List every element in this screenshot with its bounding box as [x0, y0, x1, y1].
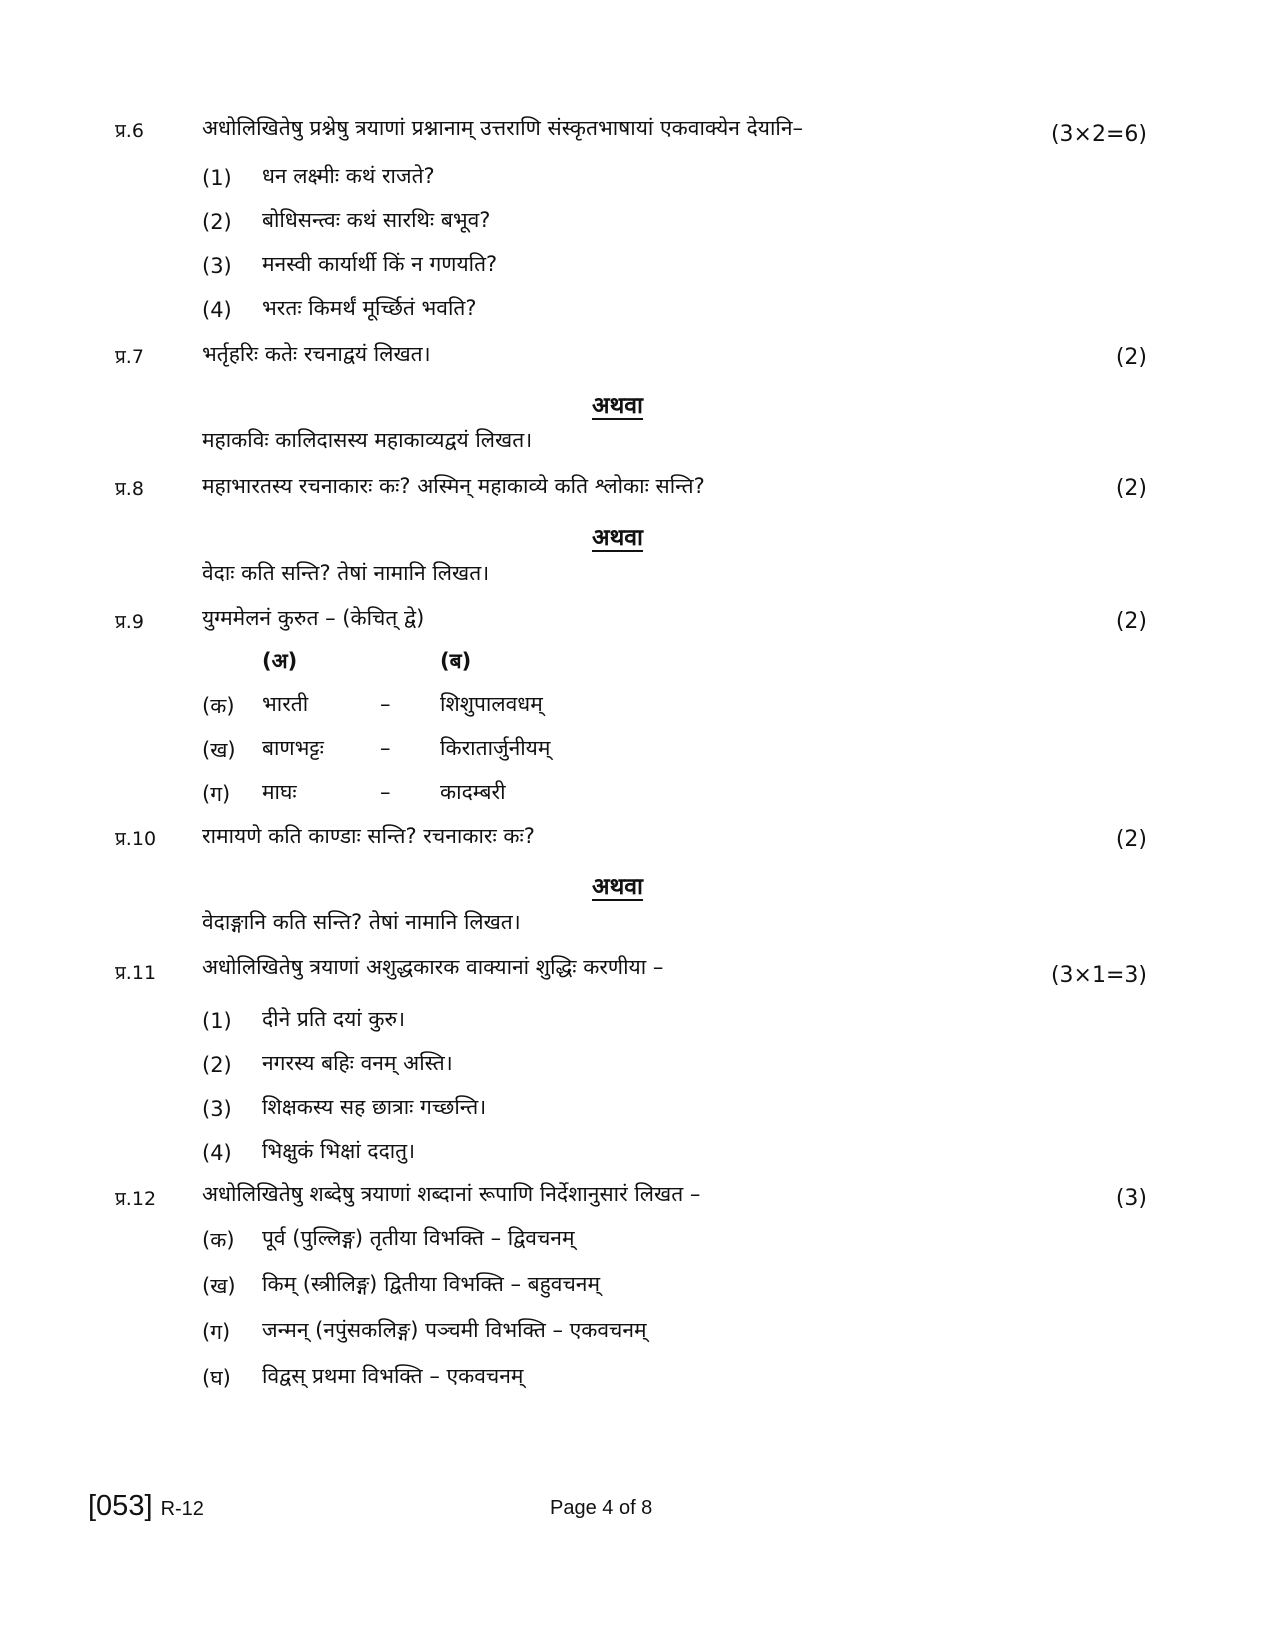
match-row-b: किरातार्जुनीयम् [440, 736, 551, 760]
sub-item-text: जन्मन् (नपुंसकलिङ्ग) पञ्चमी विभक्ति – एकवचनम् [262, 1318, 647, 1342]
match-row-b: कादम्बरी [440, 780, 506, 804]
sub-item-number: (3) [202, 254, 232, 278]
alternative-question-text: महाकविः कालिदासस्य महाकाव्यद्वयं लिखत। [202, 428, 533, 452]
sub-item-text: बोधिसन्त्वः कथं सारथिः बभूव? [262, 208, 491, 232]
match-row-a: भारती [262, 692, 309, 716]
question-text: भर्तृहरिः कतेः रचनाद्वयं लिखत। [202, 342, 431, 366]
question-text: अधोलिखितेषु शब्देषु त्रयाणां शब्दानां रूपाणि निर्देशानुसारं लिखत – [202, 1182, 701, 1206]
marks: (2) [1115, 827, 1147, 852]
alternative-question-text: वेदाः कति सन्ति? तेषां नामानि लिखत। [202, 561, 490, 585]
match-row-number: (क) [202, 694, 235, 718]
sub-item-number: (2) [202, 210, 232, 234]
sub-item-text: नगरस्य बहिः वनम् अस्ति। [262, 1051, 453, 1075]
marks: (2) [1115, 609, 1147, 634]
question-number: प्र.8 [115, 478, 144, 500]
column-a-heading: (अ) [262, 649, 298, 673]
sub-item-number: (1) [202, 166, 232, 190]
page-number: Page 4 of 8 [550, 1497, 653, 1519]
sub-item-text: पूर्व (पुल्लिङ्ग) तृतीया विभक्ति – द्विवचनम् [262, 1226, 575, 1250]
paper-code [88, 1490, 204, 1523]
marks: (2) [1115, 345, 1147, 370]
or-heading: अथवा [592, 393, 644, 419]
sub-item-text: मनस्वी कार्यार्थी किं न गणयति? [262, 252, 498, 276]
sub-item-number: (4) [202, 298, 232, 322]
sub-item-number: (घ) [202, 1366, 231, 1390]
sub-item-number: (ख) [202, 1274, 236, 1298]
alternative-question-text: वेदाङ्गानि कति सन्ति? तेषां नामानि लिखत। [202, 910, 521, 934]
match-row-a: माघः [262, 780, 297, 804]
sub-item-number: (क) [202, 1228, 235, 1252]
sub-item-text: धन लक्ष्मीः कथं राजते? [262, 164, 435, 188]
question-number: प्र.7 [115, 346, 144, 368]
match-row-dash: – [380, 780, 391, 804]
sub-item-text: विद्वस् प्रथमा विभक्ति – एकवचनम् [262, 1364, 524, 1388]
question-number: प्र.11 [115, 962, 157, 984]
or-heading: अथवा [592, 525, 644, 551]
marks: (3) [1115, 1186, 1147, 1211]
column-b-heading: (ब) [440, 649, 472, 673]
or-heading: अथवा [592, 874, 644, 900]
question-number: प्र.9 [115, 611, 144, 633]
match-row-number: (ग) [202, 782, 231, 806]
paper-series: R-12 [160, 1498, 204, 1520]
match-row-number: (ख) [202, 738, 236, 762]
sub-item-number: (3) [202, 1097, 232, 1121]
match-row-dash: – [380, 692, 391, 716]
question-text: रामायणे कति काण्डाः सन्ति? रचनाकारः कः? [202, 824, 535, 848]
paper-code-number: [053] [88, 1490, 153, 1522]
question-number: प्र.12 [115, 1188, 157, 1210]
match-row-dash: – [380, 736, 391, 760]
question-text: महाभारतस्य रचनाकारः कः? अस्मिन् महाकाव्ये कति श्लोकाः सन्ति? [202, 474, 705, 498]
question-number: प्र.6 [115, 120, 144, 142]
match-row-a: बाणभट्टः [262, 736, 324, 760]
sub-item-number: (2) [202, 1053, 232, 1077]
sub-item-text: दीने प्रति दयां कुरु। [262, 1007, 406, 1031]
sub-item-text: भिक्षुकं भिक्षां ददातु। [262, 1139, 416, 1163]
sub-item-text: भरतः किमर्थं मूर्च्छितं भवति? [262, 296, 477, 320]
marks: (3×2=6) [1050, 122, 1147, 147]
match-row-b: शिशुपालवधम् [440, 692, 543, 716]
sub-item-number: (ग) [202, 1320, 231, 1344]
question-text: अधोलिखितेषु प्रश्नेषु त्रयाणां प्रश्नानाम् उत्तराणि संस्कृतभाषायां एकवाक्येन देयानि– [202, 116, 803, 140]
sub-item-text: किम् (स्त्रीलिङ्ग) द्वितीया विभक्ति – बहुवचनम् [262, 1272, 601, 1296]
question-text: युग्ममेलनं कुरुत – (केचित् द्वे) [202, 606, 425, 630]
sub-item-number: (1) [202, 1009, 232, 1033]
marks: (2) [1115, 476, 1147, 501]
marks: (3×1=3) [1050, 963, 1147, 988]
question-text: अधोलिखितेषु त्रयाणां अशुद्धकारक वाक्यानां शुद्धिः करणीया – [202, 955, 664, 979]
sub-item-text: शिक्षकस्य सह छात्राः गच्छन्ति। [262, 1095, 487, 1119]
question-number: प्र.10 [115, 828, 157, 850]
sub-item-number: (4) [202, 1141, 232, 1165]
